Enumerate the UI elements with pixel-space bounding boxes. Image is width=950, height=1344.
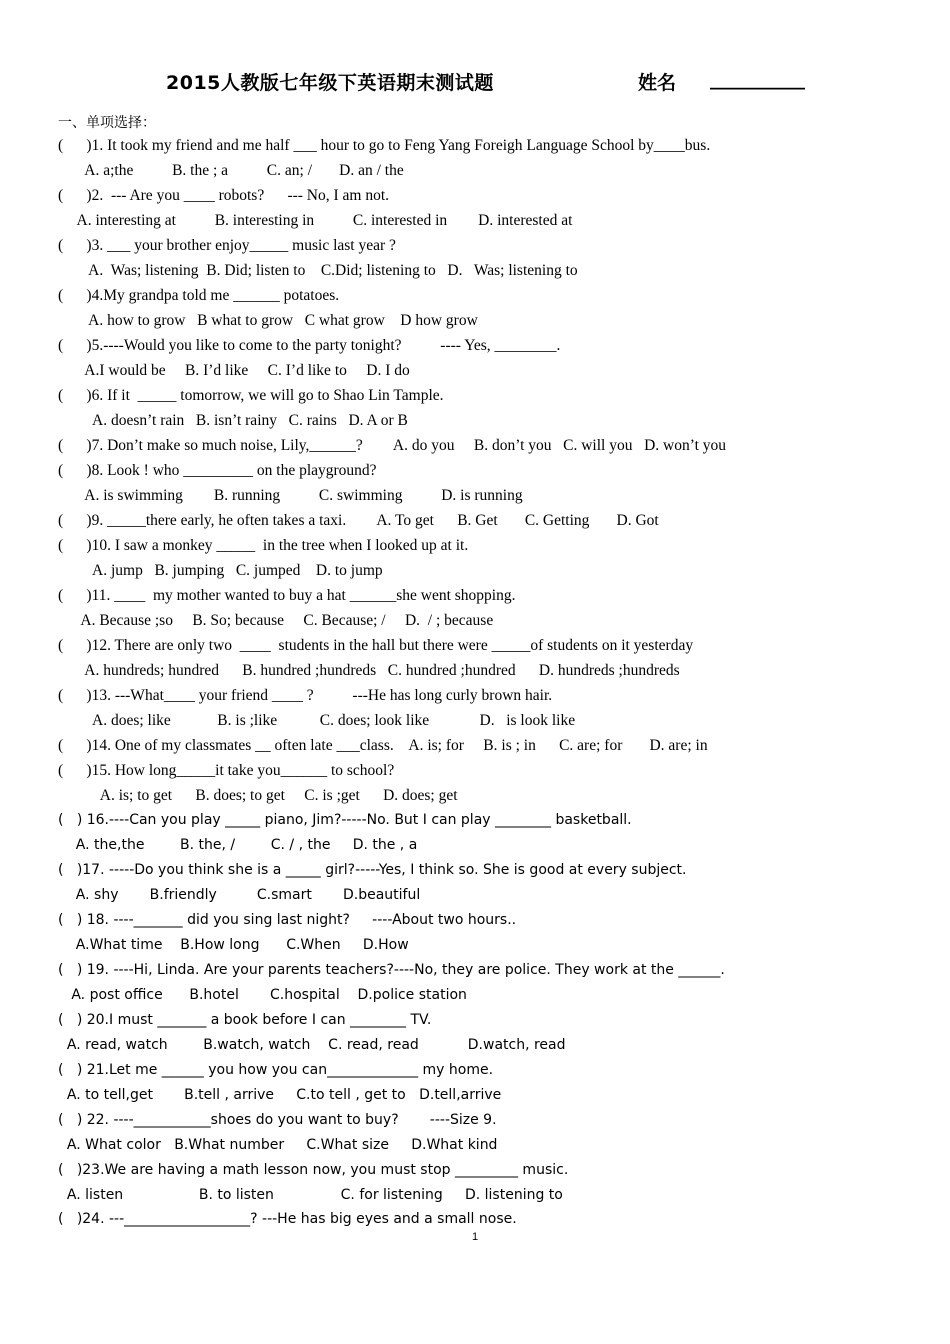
question-line: ( )23.We are having a math lesson now, you must stop _________ music. xyxy=(58,1162,569,1178)
options-line: A. Was; listening B. Did; listen to C.Did; listening to D. Was; listening to xyxy=(58,262,578,279)
options-line: A. jump B. jumping C. jumped D. to jump xyxy=(58,562,383,579)
options-line: A. Because ;so B. So; because C. Because; / D. / ; because xyxy=(58,612,494,629)
options-line: A.What time B.How long C.When D.How xyxy=(58,937,409,953)
options-line: A. the,the B. the, / C. / , the D. the , a xyxy=(58,837,418,853)
options-line: A. how to grow B what to grow C what grow D how grow xyxy=(58,312,478,329)
name-blank: __________ xyxy=(710,68,805,90)
page-number: 1 xyxy=(471,1231,479,1243)
question-line: ( )3. ___ your brother enjoy_____ music last year ? xyxy=(58,237,396,254)
options-line: A. hundreds; hundred B. hundred ;hundreds C. hundred ;hundred D. hundreds ;hundreds xyxy=(58,662,680,679)
options-line: A. a;the B. the ; a C. an; / D. an / the xyxy=(58,162,404,179)
question-line: ( )5.----Would you like to come to the party tonight? ---- Yes, ________. xyxy=(58,337,561,354)
title-row xyxy=(0,68,950,102)
question-line: ( )13. ---What____ your friend ____ ? ---He has long curly brown hair. xyxy=(58,687,553,704)
options-line: A. doesn’t rain B. isn’t rainy C. rains D. A or B xyxy=(58,412,408,429)
options-line: A. to tell,get B.tell , arrive C.to tell , get to D.tell,arrive xyxy=(58,1087,502,1103)
question-line: ( )7. Don’t make so much noise, Lily,______? A. do you B. don’t you C. will you D. won’t you xyxy=(58,437,727,454)
options-line: A. listen B. to listen C. for listening D. listening to xyxy=(58,1187,563,1203)
options-line: A. What color B.What number C.What size D.What kind xyxy=(58,1137,498,1153)
question-line: ( ) 20.I must _______ a book before I can ________ TV. xyxy=(58,1012,432,1028)
question-line: ( )4.My grandpa told me ______ potatoes. xyxy=(58,287,340,304)
question-line: ( )15. How long_____it take you______ to school? xyxy=(58,762,395,779)
question-line: ( )17. -----Do you think she is a _____ girl?-----Yes, I think so. She is good at every subject. xyxy=(58,862,687,878)
question-line: ( )12. There are only two ____ students in the hall but there were _____of students on it yesterday xyxy=(58,637,694,654)
question-line: ( )1. It took my friend and me half ___ hour to go to Feng Yang Foreigh Language School by____bus. xyxy=(58,137,711,154)
question-line: ( )8. Look ! who _________ on the playground? xyxy=(58,462,377,479)
section-title: 一、单项选择： xyxy=(58,115,156,131)
question-line: ( )11. ____ my mother wanted to buy a hat ______she went shopping. xyxy=(58,587,516,604)
options-line: A. shy B.friendly C.smart D.beautiful xyxy=(58,887,421,903)
question-line: ( ) 19. ----Hi, Linda. Are your parents teachers?----No, they are police. They work at the ______. xyxy=(58,962,725,978)
question-line: ( ) 21.Let me ______ you how you can_____________ my home. xyxy=(58,1062,494,1078)
options-line: A. does; like B. is ;like C. does; look like D. is look like xyxy=(58,712,576,729)
exam-title: 2015人教版七年级下英语期末测试题 xyxy=(166,72,494,94)
question-line: ( )24. ---__________________? ---He has big eyes and a small nose. xyxy=(58,1211,517,1227)
question-line: ( ) 18. ----_______ did you sing last night? ----About two hours.. xyxy=(58,912,517,928)
question-line: ( ) 22. ----___________shoes do you want to buy? ----Size 9. xyxy=(58,1112,497,1128)
options-line: A. interesting at B. interesting in C. interested in D. interested at xyxy=(58,212,573,229)
name-label: 姓名 xyxy=(638,72,677,94)
options-line: A. is swimming B. running C. swimming D. is running xyxy=(58,487,523,504)
question-line: ( )2. --- Are you ____ robots? --- No, I am not. xyxy=(58,187,390,204)
options-line: A. post office B.hotel C.hospital D.police station xyxy=(58,987,467,1003)
question-line: ( ) 16.----Can you play _____ piano, Jim?-----No. But I can play ________ basketball. xyxy=(58,812,632,828)
question-line: ( )9. _____there early, he often takes a taxi. A. To get B. Get C. Getting D. Got xyxy=(58,512,659,529)
question-line: ( )6. If it _____ tomorrow, we will go to Shao Lin Tample. xyxy=(58,387,444,404)
options-line: A. read, watch B.watch, watch C. read, read D.watch, read xyxy=(58,1037,566,1053)
options-line: A. is; to get B. does; to get C. is ;get D. does; get xyxy=(58,787,458,804)
options-line: A.I would be B. I’d like C. I’d like to D. I do xyxy=(58,362,410,379)
question-line: ( )10. I saw a monkey _____ in the tree when I looked up at it. xyxy=(58,537,469,554)
question-line: ( )14. One of my classmates __ often late ___class. A. is; for B. is ; in C. are; for D. are; in xyxy=(58,737,708,754)
